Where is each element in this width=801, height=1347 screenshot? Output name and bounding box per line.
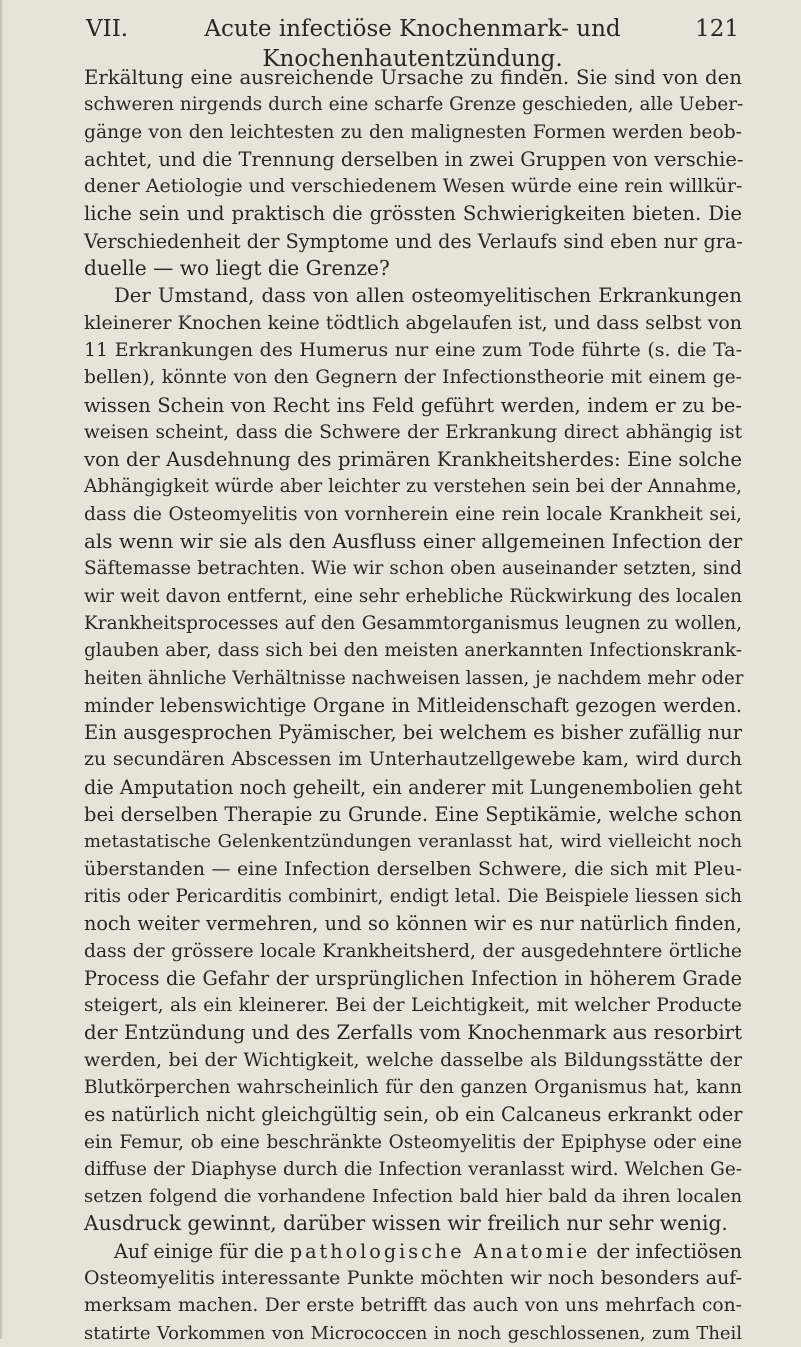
chapter-title: Acute infectiöse Knochenmark- und Knochenhautentzündung.	[204, 16, 621, 72]
text-line: Verschiedenheit der Symptome und des Verlaufs sind eben nur gra-	[84, 229, 743, 253]
text-line: der Entzündung und des Zerfalls vom Knochenmark aus resorbirt	[84, 1021, 742, 1045]
body-text	[84, 64, 742, 1347]
text-line: heiten ähnliche Verhältnisse nachweisen lassen, je nachdem mehr oder	[84, 667, 744, 689]
text-line: merksam machen. Der erste betrifft das auch von uns mehrfach con-	[84, 1295, 742, 1317]
text-line: weisen scheint, dass die Schwere der Erkrankung direct abhängig ist	[84, 421, 742, 443]
text-line: Säftemasse betrachten. Wie wir schon oben auseinander setzten, sind	[84, 558, 742, 580]
text-line: Krankheitsprocesses auf den Gesammtorganismus leugnen zu wollen,	[84, 612, 742, 634]
text-line: metastatische Gelenkentzündungen veranlasst hat, wird vielleicht noch	[84, 831, 742, 853]
text-line: Der Umstand, dass von allen osteomyelitischen Erkrankungen	[114, 284, 742, 308]
text-line: noch weiter vermehren, und so können wir es nur natürlich finden,	[84, 912, 742, 936]
text-line: die Amputation noch geheilt, ein anderer mit Lungenembolien geht	[84, 775, 743, 799]
text-line: gänge von den leichtesten zu den malignesten Formen werden beob-	[84, 121, 742, 143]
text-run: Auf einige für die	[114, 1239, 284, 1263]
text-line: duelle — wo liegt die Grenze?	[84, 256, 390, 281]
text-line: schweren nirgends durch eine scharfe Grenze geschieden, alle Ueber-	[84, 94, 744, 116]
page-number: 121	[695, 16, 739, 42]
text-line: bei derselben Therapie zu Grunde. Eine Septikämie, welche schon	[84, 803, 742, 827]
text-line: dass die Osteomyelitis von vornherein eine rein locale Krankheit sei,	[84, 503, 742, 525]
text-line: es natürlich nicht gleichgültig sein, ob ein Calcaneus erkrankt oder	[84, 1103, 743, 1127]
text-line: von der Ausdehnung des primären Krankheitsherdes: Eine solche	[84, 448, 742, 472]
text-line: als wenn wir sie als den Ausfluss einer allgemeinen Infection der	[84, 529, 743, 554]
text-line: Ein ausgesprochen Pyämischer, bei welchem es bisher zufällig nur	[84, 721, 742, 745]
chapter-number: VII.	[86, 16, 129, 42]
text-line: minder lebenswichtige Organe in Mitleidenschaft gezogen werden.	[84, 693, 742, 717]
text-line: statirte Vorkommen von Micrococcen in noch geschlossenen, zum Theil	[84, 1322, 742, 1344]
text-line: wissen Schein von Recht ins Feld geführt werden, indem er zu be-	[84, 393, 742, 417]
text-line: Abhängigkeit würde aber leichter zu verstehen sein bei der Annahme,	[84, 476, 742, 498]
text-line: achtet, und die Trennung derselben in zwei Gruppen von verschie-	[84, 147, 744, 171]
text-line: ritis oder Pericarditis combinirt, endigt letal. Die Beispiele liessen sich	[84, 885, 742, 907]
text-line: Ausdruck gewinnt, darüber wissen wir freilich nur sehr wenig.	[84, 1211, 728, 1236]
text-line: diffuse der Diaphyse durch die Infection veranlasst wird. Welchen Ge-	[84, 1158, 742, 1180]
text-line: werden, bei der Wichtigkeit, welche dasselbe als Bildungsstätte der	[84, 1048, 742, 1071]
text-line: glauben aber, dass sich bei den meisten anerkannten Infectionskrank-	[84, 640, 742, 662]
text-line-emphasis	[84, 1238, 742, 1265]
text-line: bellen), könnte von den Gegnern der Infectionstheorie mit einem ge-	[84, 367, 742, 389]
text-line: Osteomyelitis interessante Punkte möchten wir noch besonders auf-	[84, 1267, 742, 1290]
text-line: dener Aetiologie und verschiedenem Wesen würde eine rein willkür-	[84, 175, 743, 198]
text-run: der infectiösen	[596, 1239, 742, 1263]
text-line: Process die Gefahr der ursprünglichen Infection in höherem Grade	[84, 966, 742, 990]
spaced-emphasis: pathologische Anatomie	[289, 1239, 591, 1263]
text-line: überstanden — eine Infection derselben Schwere, die sich mit Pleu-	[84, 857, 742, 880]
text-line: kleinerer Knochen keine tödtlich abgelaufen ist, und dass selbst von	[84, 311, 742, 334]
text-line: steigert, als ein kleinerer. Bei der Leichtigkeit, mit welcher Producte	[84, 995, 742, 1017]
text-line: wir weit davon entfernt, eine sehr erhebliche Rückwirkung des localen	[84, 585, 742, 607]
text-line: setzen folgend die vorhandene Infection bald hier bald da ihren localen	[84, 1186, 742, 1208]
text-line: liche sein und praktisch die grössten Schwierigkeiten bieten. Die	[84, 202, 742, 226]
text-line: Blutkörperchen wahrscheinlich für den ganzen Organismus hat, kann	[84, 1076, 742, 1098]
text-line: zu secundären Abscessen im Unterhautzellgewebe kam, wird durch	[84, 748, 742, 771]
page-edge-shadow	[0, 0, 3, 1339]
text-line: Erkältung eine ausreichende Ursache zu finden. Sie sind von den	[84, 66, 742, 89]
text-line: ein Femur, ob eine beschränkte Osteomyelitis der Epiphyse oder eine	[84, 1131, 742, 1153]
text-line: 11 Erkrankungen des Humerus nur eine zum Tode führte (s. die Ta-	[84, 338, 742, 361]
text-line: dass der grössere locale Krankheitsherd, der ausgedehntere örtliche	[84, 940, 742, 962]
running-header	[86, 14, 739, 72]
